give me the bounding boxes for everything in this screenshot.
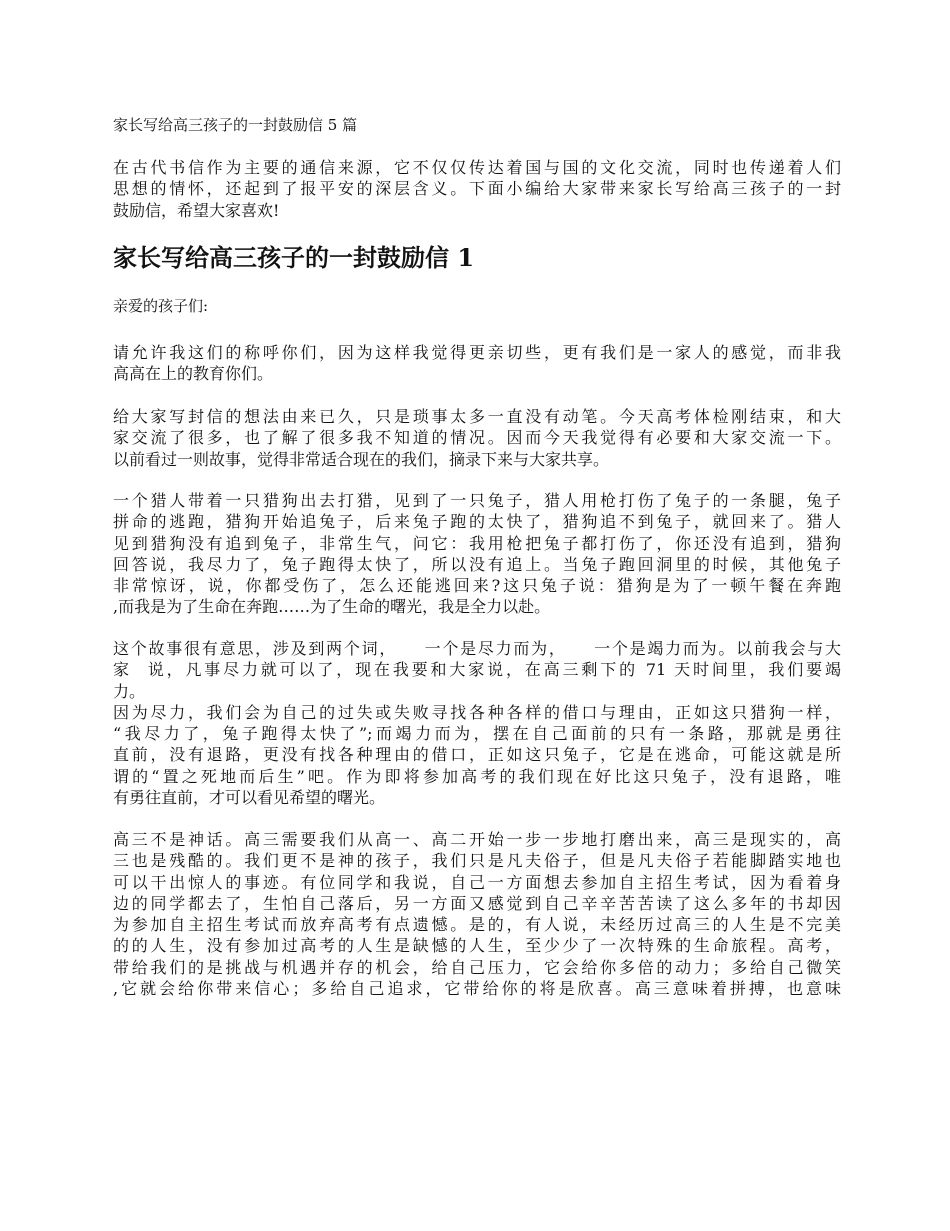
paragraph-line: ,而我是为了生命在奔跑……为了生命的曙光，我是全力以赴。: [113, 597, 551, 617]
body-paragraph: [113, 406, 841, 470]
document-title: 家长写给高三孩子的一封鼓励信 5 篇: [113, 116, 358, 134]
body-paragraph: [113, 638, 841, 808]
paragraph-line: 边的同学都去了，生怕自己落后，另一方面又感觉到自己辛辛苦苦读了这么多年的书却因: [113, 893, 841, 913]
paragraph-line: 有勇往直前，才可以看见希望的曙光。: [113, 788, 386, 808]
paragraph-line: 三也是残酷的。我们更不是神的孩子，我们只是凡夫俗子，但是凡夫俗子若能脚踏实地也: [113, 851, 841, 871]
paragraph-line: 以前看过一则故事，觉得非常适合现在的我们，摘录下来与大家共享。: [113, 449, 610, 469]
paragraph-line: 为参加自主招生考试而放弃高考有点遗憾。是的，有人说，未经历过高三的人生是不完美: [113, 915, 841, 935]
intro-line: 在古代书信作为主要的通信来源，它不仅仅传达着国与国的文化交流，同时也传递着人们: [113, 158, 841, 177]
paragraph-line: 直前，没有退路，更没有找各种理由的借口，正如这只兔子，它是在逃命，可能这就是所: [113, 745, 841, 765]
salutation: 亲爱的孩子们:: [113, 297, 209, 315]
paragraph-line: 带给我们的是挑战与机遇并存的机会，给自己压力，它会给你多倍的动力；多给自己微笑: [113, 957, 841, 977]
paragraph-line: 家交流了很多，也了解了很多我不知道的情况。因而今天我觉得有必要和大家交流一下。: [113, 428, 841, 448]
intro-paragraph: [113, 157, 841, 221]
paragraph-line: 高高在上的教育你们。: [113, 364, 274, 384]
paragraph-line: “我尽力了，兔子跑得太快了”;而竭力而为，摆在自己面前的只有一条路，那就是勇往: [113, 724, 841, 744]
paragraph-line: 见到猎狗没有追到兔子，非常生气，问它：我用枪把兔子都打伤了，你还没有追到，猎狗: [113, 533, 841, 553]
intro-line: 思想的情怀，还起到了报平安的深层含义。下面小编给大家带来家长写给高三孩子的一封: [113, 179, 841, 199]
intro-line: 鼓励信，希望大家喜欢!: [113, 200, 280, 220]
body-paragraph: [113, 342, 841, 385]
paragraph-line: 高三不是神话。高三需要我们从高一、高二开始一步一步地打磨出来，高三是现实的，高: [113, 830, 841, 849]
paragraph-line: 家 说，凡事尽力就可以了，现在我要和大家说，在高三剩下的 71 天时间里，我们要竭: [113, 660, 841, 680]
paragraph-line: 拼命的逃跑，猎狗开始追兔子，后来兔子跑的太快了，猎狗追不到兔子，就回来了。猎人: [113, 512, 841, 532]
paragraph-line: 谓的“置之死地而后生”吧。作为即将参加高考的我们现在好比这只兔子，没有退路，唯: [113, 766, 841, 786]
paragraph-line: 可以干出惊人的事迹。有位同学和我说，自己一方面想去参加自主招生考试，因为看着身: [113, 872, 841, 892]
paragraph-line: 因为尽力，我们会为自己的过失或失败寻找各种各样的借口与理由，正如这只猎狗一样，: [113, 702, 841, 722]
paragraph-line: 的的人生，没有参加过高考的人生是缺憾的人生，至少少了一次特殊的生命旅程。高考，: [113, 936, 841, 956]
paragraph-line: 一个猎人带着一只猎狗出去打猎，见到了一只兔子，猎人用枪打伤了兔子的一条腿，兔子: [113, 491, 841, 510]
letter-heading: 家长写给高三孩子的一封鼓励信 1: [113, 243, 475, 272]
paragraph-line: 这个故事很有意思，涉及到两个词， 一个是尽力而为， 一个是竭力而为。以前我会与大: [113, 639, 841, 658]
body-paragraph: [113, 829, 841, 999]
paragraph-line: 非常惊讶，说，你都受伤了，怎么还能逃回来?这只兔子说：猎狗是为了一顿午餐在奔跑: [113, 576, 841, 596]
body-paragraph: [113, 490, 841, 618]
paragraph-line: 请允许我这们的称呼你们，因为这样我觉得更亲切些，更有我们是一家人的感觉，而非我: [113, 343, 841, 362]
paragraph-line: 力。: [113, 681, 146, 701]
paragraph-line: ,它就会给你带来信心；多给自己追求，它带给你的将是欣喜。高三意味着拼搏，也意味: [113, 979, 841, 999]
paragraph-line: 给大家写封信的想法由来已久，只是琐事太多一直没有动笔。今天高考体检刚结束，和大: [113, 407, 841, 426]
paragraph-line: 回答说，我尽力了，兔子跑得太快了，所以没有追上。当兔子跑回洞里的时候，其他兔子: [113, 554, 841, 574]
